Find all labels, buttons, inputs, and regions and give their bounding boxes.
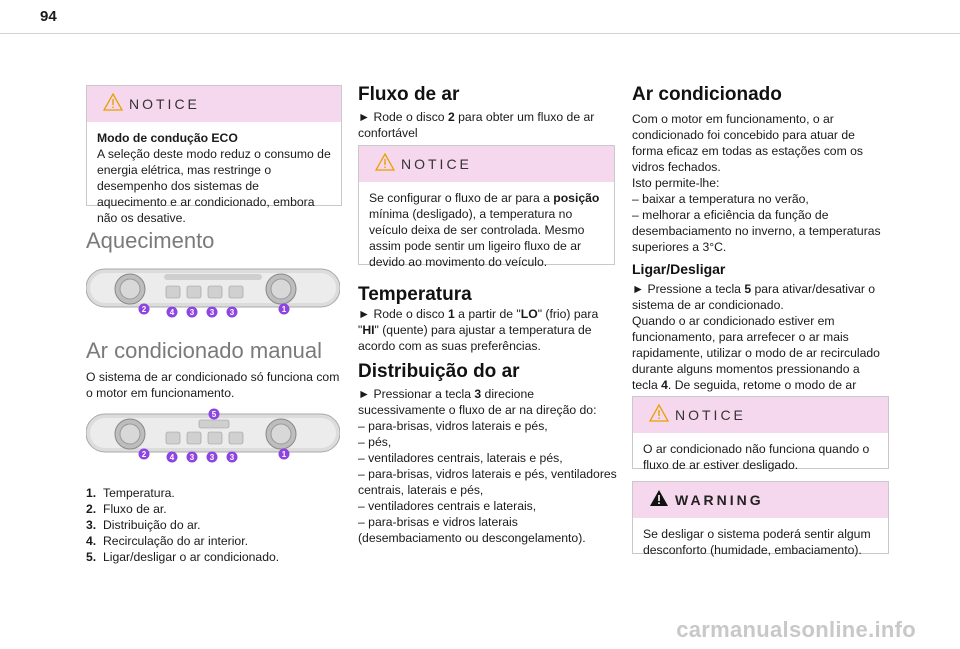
heading-air-conditioning: Ar condicionado xyxy=(632,84,782,105)
legend-item: 2. Fluxo de ar. xyxy=(86,502,167,516)
ac-item: – melhorar a eficiência da função de desembaciamento no inverno, a temperaturas superiores a 3°C. xyxy=(632,208,881,254)
heading-temperature: Temperatura xyxy=(358,284,472,305)
airflow-notice-box xyxy=(358,145,615,269)
legend-item: 5. Ligar/desligar o ar condicionado. xyxy=(86,550,280,564)
danger-triangle-icon xyxy=(649,489,669,507)
legend-item: 1. Temperatura. xyxy=(86,486,175,500)
callout-3: 3 xyxy=(209,453,215,462)
heading-manual-ac: Ar condicionado manual xyxy=(86,338,323,363)
callout-3: 3 xyxy=(209,308,215,317)
callout-4: 4 xyxy=(169,308,175,317)
distribution-item: – ventiladores centrais e laterais, xyxy=(358,499,537,513)
warning-triangle-icon xyxy=(375,153,395,171)
heading-air-distribution: Distribuição do ar xyxy=(358,361,520,382)
watermark: carmanualsonline.info xyxy=(676,617,916,642)
heading-airflow: Fluxo de ar xyxy=(358,84,460,105)
heating-control-panel-figure xyxy=(86,265,340,323)
notice-label: NOTICE xyxy=(401,156,472,172)
ac-notice-box xyxy=(632,396,889,472)
legend-item: 4. Recirculação do ar interior. xyxy=(86,534,248,548)
warning-label: WARNING xyxy=(675,492,764,508)
temperature-text: ► Rode o disco 1 a partir de "LO" (frio) para "HI" (quente) para ajustar a temperatura de acordo com as suas preferências. xyxy=(358,307,599,353)
distribution-item: – para-brisas, vidros laterais e pés, xyxy=(358,419,548,433)
ac-text: Com o motor em funcionamento, o ar condicionado foi concebido para atuar de forma eficaz em todas as estações com os vidros fechados. Isto permite-lhe: – baixar a temperatura no verão, – melhorar a eficiência da função de desembaciamento no inverno, a temperaturas superiores a 3°C. xyxy=(632,111,888,255)
notice-text: A seleção deste modo reduz o consumo de energia elétrica, mas restringe o desempenho dos sistemas de aquecimento e ar condicionado, embora não os desative. xyxy=(97,147,331,225)
notice-header xyxy=(359,146,614,182)
page-number: 94 xyxy=(40,8,57,25)
distribution-item: – pés, xyxy=(358,435,392,449)
legend-list xyxy=(86,485,344,565)
callout-5: 5 xyxy=(211,410,217,419)
legend-item: 3. Distribuição do ar. xyxy=(86,518,201,532)
ac-item: – baixar a temperatura no verão, xyxy=(632,192,809,206)
notice-header xyxy=(87,86,341,122)
airflow-text: ► Rode o disco 2 para obter um fluxo de ar confortável xyxy=(358,110,595,140)
callout-3: 3 xyxy=(229,308,235,317)
callout-1: 1 xyxy=(281,450,287,459)
callout-1: 1 xyxy=(281,305,287,314)
notice-label: NOTICE xyxy=(129,96,200,112)
warning-triangle-icon xyxy=(649,404,669,422)
callout-3: 3 xyxy=(189,453,195,462)
notice-label: NOTICE xyxy=(675,407,746,423)
notice-text: Se configurar o fluxo de ar para a posição mínima (desligado), a temperatura no veículo deixa de ser controlada. Mesmo assim pode sentir um ligeiro fluxo de ar devido ao movimento do veículo. xyxy=(369,191,600,269)
callout-2: 2 xyxy=(141,305,147,314)
ac-control-panel-figure xyxy=(86,408,340,466)
callout-2: 2 xyxy=(141,450,147,459)
warning-box xyxy=(632,481,889,557)
warning-triangle-icon xyxy=(103,93,123,111)
notice-header xyxy=(633,397,888,433)
distribution-item: – para-brisas e vidros laterais (desembaciamento ou descongelamento). xyxy=(358,515,586,545)
callout-4: 4 xyxy=(169,453,175,462)
warning-header xyxy=(633,482,888,518)
manual-ac-intro: O sistema de ar condicionado só funciona com o motor em funcionamento. xyxy=(86,370,340,400)
on-off-text: ► Pressione a tecla 5 para ativar/desativar o sistema de ar condicionado. Quando o ar condicionado estiver em funcionamento, para arrefecer o ar mais rapidamente, utilizar o modo de ar recirculado durante alguns momentos pressionando a tecla 4. De seguida, retome o modo de ar xyxy=(632,282,880,392)
distribution-text: ► Pressionar a tecla 3 direcione sucessivamente o fluxo de ar na direção do: – para-brisas, vidros laterais e pés, – pés, – ventiladores centrais, laterais e pés, – para-brisas, vidros laterais e pés, ventiladores centrais, laterais e pés, – ventiladores centrais e laterais, – para-brisas e vidros laterais (desembaciamento ou descongelamento). xyxy=(358,386,620,546)
top-divider xyxy=(0,33,960,34)
distribution-item: – ventiladores centrais, laterais e pés, xyxy=(358,451,563,465)
heading-on-off: Ligar/Desligar xyxy=(632,261,726,277)
callout-3: 3 xyxy=(189,308,195,317)
heading-heating: Aquecimento xyxy=(86,228,215,253)
notice-title: Modo de condução ECO xyxy=(97,131,238,145)
notice-text: O ar condicionado não funciona quando o fluxo de ar estiver desligado. xyxy=(643,442,870,472)
warning-text: Se desligar o sistema poderá sentir algum desconforto (humidade, embaciamento). xyxy=(643,527,871,557)
callout-3: 3 xyxy=(229,453,235,462)
eco-notice-box xyxy=(86,85,342,225)
distribution-item: – para-brisas, vidros laterais e pés, ventiladores centrais, laterais e pés, xyxy=(358,467,617,497)
